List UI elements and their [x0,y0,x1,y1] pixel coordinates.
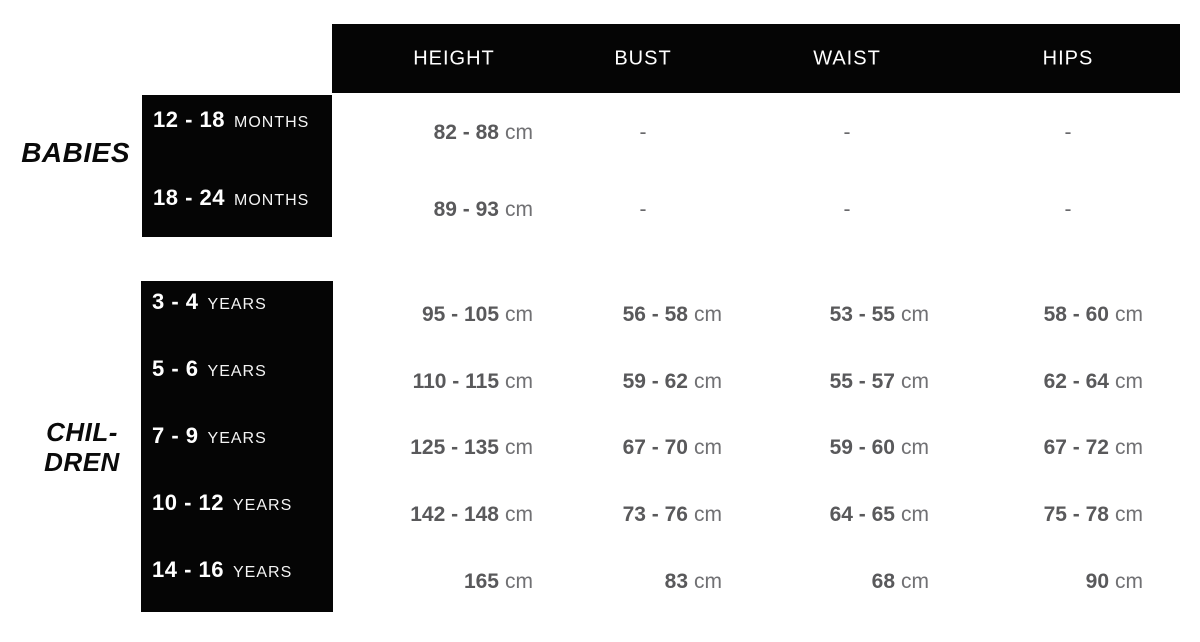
age-label-5-6-years: 5 - 6 YEARS [152,356,267,381]
column-header-waist: WAIST [813,47,881,69]
table-row-5-6-years [0,369,1200,395]
table-row-18-24-months [0,197,1200,223]
cell-waist-empty: - [843,198,851,221]
cell-height: 95 - 105 cm [421,303,533,326]
cell-height: 142 - 148 cm [410,503,533,526]
cell-bust: 67 - 70 cm [622,436,722,459]
cell-bust: 83 cm [664,570,722,593]
age-label-3-4-years: 3 - 4 YEARS [152,289,267,314]
table-row-14-16-years [0,569,1200,595]
cell-bust-empty: - [639,198,647,221]
cell-height: 82 - 88 cm [433,121,533,144]
cell-waist: 53 - 55 cm [829,303,929,326]
age-label-12-18-months: 12 - 18 MONTHS [153,107,310,132]
cell-height: 89 - 93 cm [433,198,533,221]
cell-hips-empty: - [1064,121,1072,144]
cell-waist: 59 - 60 cm [829,436,929,459]
table-row-7-9-years [0,435,1200,461]
cell-height: 110 - 115 cm [412,370,533,393]
cell-bust: 73 - 76 cm [622,503,722,526]
age-label-7-9-years: 7 - 9 YEARS [152,423,267,448]
cell-waist: 64 - 65 cm [829,503,929,526]
section-label-children-line2: DREN [44,447,120,477]
cell-waist: 68 cm [871,570,929,593]
section-label-children-line1: CHIL- [46,417,118,447]
age-label-14-16-years: 14 - 16 YEARS [152,557,293,582]
cell-bust-empty: - [639,121,647,144]
section-label-babies: BABIES [21,137,130,168]
table-header-bar [332,24,1180,93]
cell-hips: 67 - 72 cm [1043,436,1143,459]
cell-hips: 58 - 60 cm [1043,303,1143,326]
table-row-3-4-years [0,302,1200,328]
column-header-height: HEIGHT [413,47,495,69]
cell-waist: 55 - 57 cm [829,370,929,393]
cell-hips: 75 - 78 cm [1043,503,1143,526]
cell-hips: 62 - 64 cm [1043,370,1143,393]
cell-bust: 56 - 58 cm [622,303,722,326]
table-row-10-12-years [0,502,1200,528]
age-label-18-24-months: 18 - 24 MONTHS [153,185,310,210]
cell-height: 125 - 135 cm [410,436,533,459]
column-header-hips: HIPS [1042,47,1094,69]
cell-hips: 90 cm [1085,570,1143,593]
cell-hips-empty: - [1064,198,1072,221]
cell-bust: 59 - 62 cm [622,370,722,393]
age-label-10-12-years: 10 - 12 YEARS [152,490,293,515]
cell-height: 165 cm [463,570,533,593]
table-row-12-18-months [0,120,1200,146]
column-header-bust: BUST [614,47,672,69]
cell-waist-empty: - [843,121,851,144]
